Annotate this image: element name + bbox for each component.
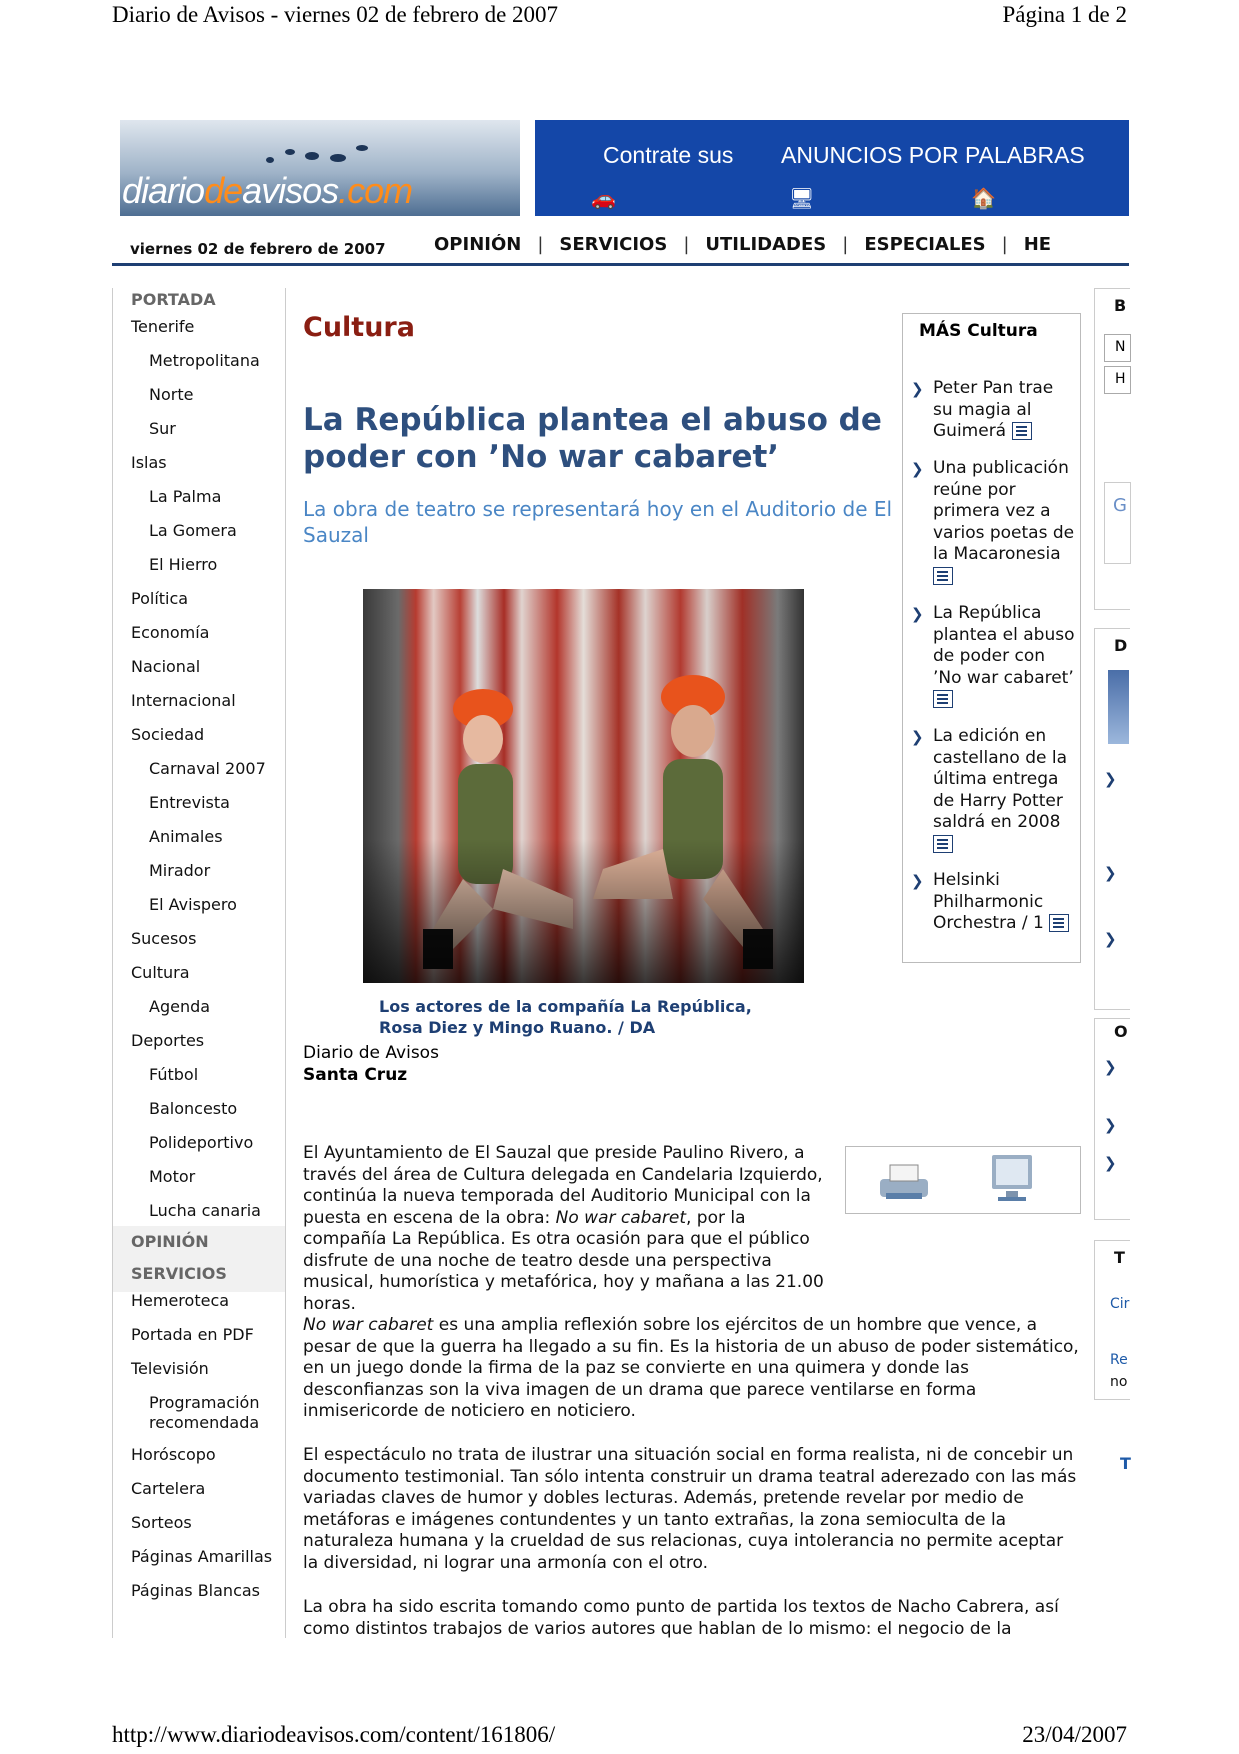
section-title: Cultura — [303, 312, 415, 343]
sidebar-item[interactable]: Nacional — [131, 657, 201, 676]
nav-separator: | — [537, 234, 544, 255]
sidebar-item[interactable]: Programación — [149, 1393, 260, 1412]
sidebar-item[interactable]: recomendada — [149, 1413, 260, 1432]
document-icon — [1012, 422, 1032, 440]
sidebar-item[interactable]: Sur — [149, 419, 176, 438]
sidebar-item[interactable]: Agenda — [149, 997, 211, 1016]
ad-banner-text: Contrate sus — [603, 142, 734, 168]
computer-icon: 🖥 — [789, 186, 815, 210]
nav-separator: | — [1001, 234, 1008, 255]
related-article-link[interactable]: Peter Pan trae su magia al Guimerá — [933, 378, 1054, 441]
sidebar-item[interactable]: Hemeroteca — [131, 1291, 230, 1310]
nav-separator: | — [683, 234, 690, 255]
right-box-title: O — [1114, 1022, 1128, 1041]
print-footer-date: 23/04/2007 — [1022, 1722, 1127, 1747]
related-article-link[interactable]: La edición en castellano de la última entrega de Harry Potter saldrá en 2008 — [933, 726, 1078, 855]
left-sidebar — [112, 288, 286, 1638]
sidebar-item[interactable]: Páginas Amarillas — [131, 1547, 273, 1566]
nav-he[interactable]: HE — [1023, 234, 1052, 255]
right-box-title: D — [1114, 636, 1128, 655]
chevron-right-icon[interactable]: ❯ — [1104, 930, 1117, 948]
sidebar-item[interactable]: Polideportivo — [149, 1133, 254, 1152]
article-paragraph: El Ayuntamiento de El Sauzal que preside Paulino Rivero, a través del área de Cultura delegada en Candelaria Izquierdo, continúa la nueva temporada del Auditorio Municipal con la puesta en escena de la obra: No war cabaret, por la compañía La República. Es otra ocasión para que el público disfrute de una noche de teatro desde una perspectiva musical, humorística y metafórica, hoy y mañana a las 21.00 horas. — [303, 1143, 824, 1314]
right-box-title: B — [1114, 296, 1127, 315]
sidebar-item[interactable]: Política — [131, 589, 189, 608]
related-article-link[interactable]: La República plantea el abuso de poder con ’No war cabaret’ — [933, 603, 1078, 711]
chevron-right-icon[interactable]: ❯ — [1104, 1154, 1117, 1172]
sidebar-item[interactable]: El Avispero — [149, 895, 237, 914]
article-location: Santa Cruz — [303, 1065, 408, 1085]
car-icon: 🚗 — [591, 186, 616, 210]
classified-ads-banner[interactable] — [535, 120, 1129, 216]
sidebar-item[interactable]: La Palma — [149, 487, 222, 506]
sidebar-item[interactable]: Lucha canaria — [149, 1201, 261, 1220]
document-icon — [933, 567, 953, 585]
chevron-right-icon[interactable]: ❯ — [1104, 1116, 1117, 1134]
article-paragraph: La obra ha sido escrita tomando como punto de partida los textos de Nacho Cabrera, así como distintos trabajos de varios autores que hablan de lo mismo: el negocio de la — [303, 1597, 1059, 1639]
monitor-icon[interactable] — [984, 1151, 1040, 1207]
top-navigation — [434, 234, 1129, 258]
document-icon — [933, 835, 953, 853]
right-box-title: T — [1114, 1248, 1125, 1267]
sidebar-item[interactable]: Sociedad — [131, 725, 205, 744]
sidebar-item[interactable]: Entrevista — [149, 793, 230, 812]
site-logo-text: diariodeavisos.com — [122, 170, 413, 211]
sidebar-item[interactable]: Páginas Blancas — [131, 1581, 261, 1600]
print-header-title: Diario de Avisos - viernes 02 de febrero de 2007 — [112, 2, 559, 27]
related-article-link[interactable]: Una publicación reúne por primera vez a varios poetas de la Macaronesia — [933, 458, 1078, 587]
sidebar-heading-servicios[interactable]: SERVICIOS — [131, 1264, 227, 1283]
article-subheadline: La obra de teatro se representará hoy en el Auditorio de El Sauzal — [303, 497, 893, 547]
sidebar-item[interactable]: Norte — [149, 385, 194, 404]
article-headline: La República plantea el abuso de poder con ’No war cabaret’ — [303, 402, 882, 475]
document-icon — [933, 690, 953, 708]
sidebar-item[interactable]: Televisión — [131, 1359, 209, 1378]
photo-shadow — [363, 839, 804, 983]
chevron-right-icon[interactable]: ❯ — [1104, 864, 1117, 882]
right-input[interactable]: H — [1104, 366, 1131, 394]
sidebar-item[interactable]: Cultura — [131, 963, 190, 982]
site-logo-banner[interactable] — [120, 120, 520, 216]
right-search-box[interactable]: G — [1104, 482, 1131, 564]
article-source: Diario de Avisos — [303, 1043, 439, 1063]
sidebar-item[interactable]: El Hierro — [149, 555, 218, 574]
sidebar-heading-opinion[interactable]: OPINIÓN — [131, 1232, 209, 1251]
sidebar-item[interactable]: Motor — [149, 1167, 196, 1186]
right-thumbnail[interactable] — [1108, 670, 1129, 744]
article-photo — [363, 589, 804, 983]
document-icon — [1049, 914, 1069, 932]
more-culture-title: MÁS Cultura — [919, 321, 1038, 341]
sidebar-item[interactable]: Internacional — [131, 691, 236, 710]
sidebar-item[interactable]: Horóscopo — [131, 1445, 216, 1464]
sidebar-item[interactable]: Islas — [131, 453, 167, 472]
sidebar-item[interactable]: Mirador — [149, 861, 211, 880]
right-input[interactable]: N — [1104, 334, 1131, 362]
chevron-right-icon: ❯ — [911, 380, 924, 398]
nav-divider — [112, 263, 1129, 266]
sidebar-item[interactable]: Baloncesto — [149, 1099, 238, 1118]
more-culture-box — [902, 313, 1081, 963]
sidebar-item[interactable]: Sucesos — [131, 929, 197, 948]
sidebar-item[interactable]: Metropolitana — [149, 351, 260, 370]
ad-banner-headline: ANUNCIOS POR PALABRAS — [781, 142, 1085, 168]
nav-utilidades[interactable]: UTILIDADES — [705, 234, 827, 255]
right-link[interactable]: Re — [1110, 1352, 1128, 1368]
print-page-number: Página 1 de 2 — [1002, 2, 1127, 27]
house-icon: 🏠 — [971, 186, 996, 210]
sidebar-item[interactable]: Animales — [149, 827, 223, 846]
chevron-right-icon: ❯ — [911, 605, 924, 623]
sidebar-item[interactable]: Portada en PDF — [131, 1325, 254, 1344]
right-text: no — [1110, 1374, 1128, 1390]
chevron-right-icon: ❯ — [911, 728, 924, 746]
article-tools — [845, 1146, 1081, 1214]
sidebar-item[interactable]: Economía — [131, 623, 210, 642]
sidebar-item[interactable]: Cartelera — [131, 1479, 206, 1498]
chevron-right-icon: ❯ — [911, 460, 924, 478]
print-footer-url: http://www.diariodeavisos.com/content/161806/ — [112, 1722, 556, 1747]
right-link[interactable]: Cir — [1110, 1296, 1130, 1312]
sidebar-item[interactable]: Deportes — [131, 1031, 205, 1050]
sidebar-heading-portada[interactable]: PORTADA — [131, 290, 216, 309]
sidebar-item[interactable]: Sorteos — [131, 1513, 192, 1532]
sidebar-item[interactable]: Fútbol — [149, 1065, 199, 1084]
sidebar-item[interactable]: La Gomera — [149, 521, 237, 540]
nav-opinion[interactable]: OPINIÓN — [434, 234, 522, 255]
chevron-right-icon: ❯ — [911, 872, 924, 890]
current-date: viernes 02 de febrero de 2007 — [130, 240, 386, 258]
related-article-link[interactable]: Helsinki Philharmonic Orchestra / 1 — [933, 870, 1078, 935]
canary-islands-map-icon — [260, 138, 380, 168]
article-paragraph: El espectáculo no trata de ilustrar una situación social en forma realista, ni de concebir un documento testimonial. Tan sólo intenta construir un drama teatral aderezado con las más variadas claves de humor y dobles lecturas. Además, pretende revelar por medio de metáforas e imágenes contundentes y un tanto extrañas, la zona semioculta de la naturaleza humana y la crueldad de sus relacionas, cuya intolerancia no permite aceptar la diversidad, ni lograr una armonía con el otro. — [303, 1445, 1077, 1573]
right-box-title: T — [1120, 1454, 1131, 1473]
nav-separator: | — [842, 234, 849, 255]
chevron-right-icon[interactable]: ❯ — [1104, 1058, 1117, 1076]
photo-caption: Los actores de la compañía La República, Rosa Diez y Mingo Ruano. / DA — [379, 997, 752, 1037]
sidebar-item[interactable]: Carnaval 2007 — [149, 759, 266, 778]
sidebar-item[interactable]: Tenerife — [131, 317, 195, 336]
right-column-clipped — [1094, 288, 1129, 1488]
nav-especiales[interactable]: ESPECIALES — [864, 234, 986, 255]
printer-icon[interactable] — [872, 1159, 936, 1203]
chevron-right-icon[interactable]: ❯ — [1104, 770, 1117, 788]
article-paragraph: No war cabaret es una amplia reflexión sobre los ejércitos de un hombre que vence, a pesar de que la guerra ha llegado a su fin. Es la historia de un abuso de poder sistemático, en un juego donde la firma de la paz se convierte en una quimera y donde las desconfianzas son la viva imagen de un drama que parece ventilarse en forma inmisericorde de noticiero en noticiero. — [303, 1315, 1079, 1421]
nav-servicios[interactable]: SERVICIOS — [559, 234, 668, 255]
